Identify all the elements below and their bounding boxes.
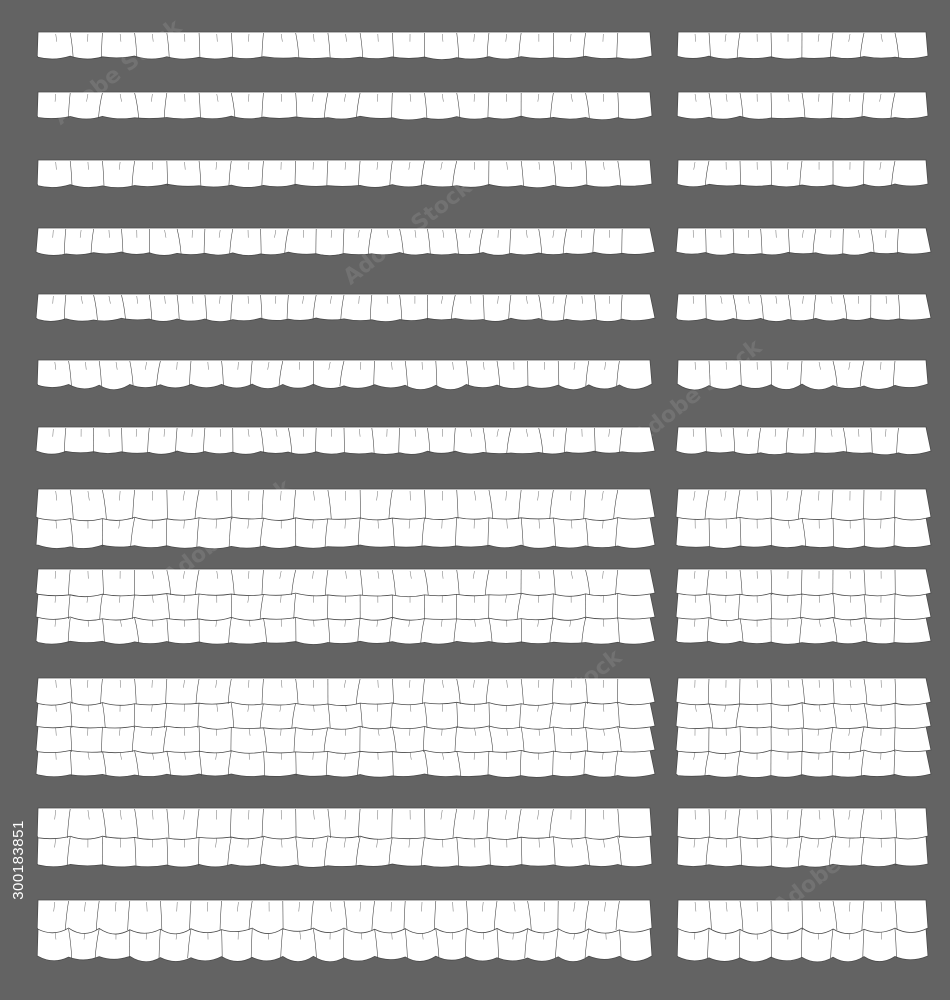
watermark: Adobe Stock bbox=[48, 14, 187, 131]
ruffle-tier bbox=[37, 32, 652, 60]
ruffle-trim bbox=[36, 427, 655, 454]
ruffle-tier bbox=[676, 517, 931, 548]
ruffle-trim bbox=[676, 228, 931, 255]
ruffle-tier bbox=[37, 360, 652, 390]
ruffle-trim bbox=[676, 294, 931, 321]
ruffle-trim bbox=[677, 808, 928, 868]
ruffle-tier bbox=[36, 294, 655, 322]
ruffle-trim bbox=[676, 427, 931, 455]
ruffle-tier bbox=[677, 360, 928, 390]
ruffle-trim bbox=[37, 92, 652, 120]
ruffle-trim bbox=[37, 808, 652, 867]
ruffle-tier bbox=[677, 836, 928, 868]
ruffle-tier bbox=[676, 593, 931, 621]
ruffle-trim bbox=[676, 678, 931, 778]
ruffle-trim bbox=[37, 900, 652, 962]
stock-id-label: 300183851 bbox=[10, 820, 27, 900]
ruffle-tier bbox=[36, 427, 655, 454]
ruffle-trim bbox=[37, 360, 652, 390]
ruffle-trim bbox=[36, 569, 655, 645]
ruffle-tier bbox=[36, 678, 655, 706]
ruffle-tier bbox=[36, 228, 655, 256]
ruffle-trim bbox=[677, 32, 928, 59]
ruffle-trim bbox=[36, 678, 655, 777]
ruffle-tier bbox=[36, 569, 655, 597]
ruffle-trim bbox=[37, 160, 652, 188]
ruffle-trim bbox=[677, 92, 928, 119]
ruffle-trim bbox=[36, 228, 655, 256]
ruffle-trim bbox=[676, 569, 931, 644]
ruffle-tier bbox=[677, 808, 928, 839]
ruffle-tier bbox=[676, 750, 931, 778]
ruffle-trim bbox=[677, 160, 928, 187]
ruffle-tier bbox=[37, 836, 652, 867]
ruffle-trim bbox=[677, 900, 928, 962]
watermark: Adobe Stock bbox=[628, 334, 767, 451]
ruffle-tier bbox=[677, 160, 928, 187]
ruffle-trim bbox=[676, 489, 931, 548]
ruffle-trim bbox=[36, 294, 655, 322]
ruffle-tier bbox=[37, 160, 652, 188]
ruffle-tier bbox=[677, 32, 928, 59]
ruffle-tier bbox=[676, 427, 931, 455]
ruffle-trim bbox=[37, 32, 652, 60]
ruffle-tier bbox=[677, 928, 928, 962]
ruffle-tier bbox=[676, 228, 931, 255]
ruffle-tier bbox=[676, 726, 931, 754]
ruffle-tier bbox=[676, 569, 931, 596]
ruffle-tier bbox=[37, 92, 652, 120]
ruffle-tier bbox=[676, 617, 931, 644]
ruffle-tier bbox=[676, 489, 931, 520]
ruffle-trim bbox=[36, 489, 655, 549]
ruffle-trim bbox=[677, 360, 928, 390]
ruffle-tier bbox=[676, 294, 931, 321]
ruffle-tier bbox=[36, 702, 655, 730]
ruffle-tier bbox=[37, 808, 652, 839]
